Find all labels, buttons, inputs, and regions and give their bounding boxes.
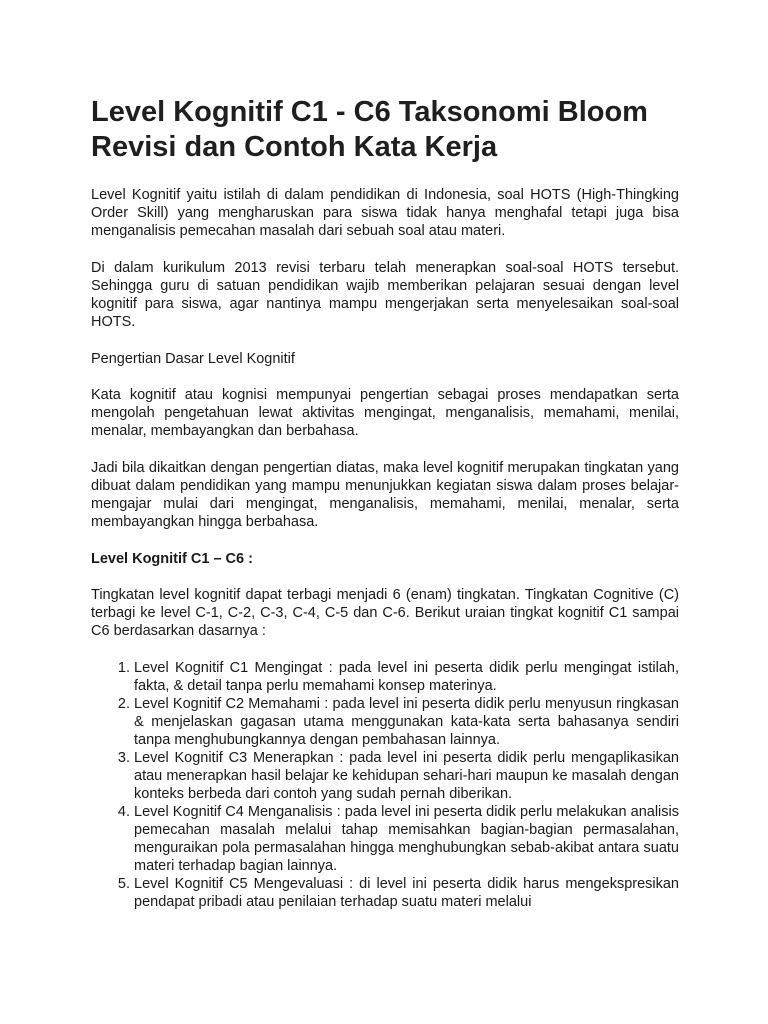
list-item: 4. Level Kognitif C4 Menganalisis : pada level ini peserta didik perlu melakukan analisis pemecahan masalah melalui tahap memisahkan bagian-bagian permasalahan, menguraikan pola permasalahan hingga menghubungkan sebab-akibat antara suatu materi terhadap bagian lainnya. [134, 803, 679, 875]
curriculum-paragraph: Di dalam kurikulum 2013 revisi terbaru telah menerapkan soal-soal HOTS tersebut. Sehingga guru di satuan pendidikan wajib memberikan pelajaran sesuai dengan level kognitif para siswa, agar nantinya mampu mengerjakan serta menyelesaikan soal-soal HOTS. [91, 260, 679, 330]
list-item: 3. Level Kognitif C3 Menerapkan : pada level ini peserta didik perlu mengaplikasikan atau menerapkan hasil belajar ke kehidupan sehari-hari maupun ke masalah dengan konteks berbeda dari contoh yang sudah pernah diberikan. [134, 749, 679, 803]
definition-paragraph: Kata kognitif atau kognisi mempunyai pengertian sebagai proses mendapatkan serta mengolah pengetahuan lewat aktivitas mengingat, menganalisis, memahami, menilai, menalar, membayangkan dan berbahasa. [91, 387, 679, 439]
document-title: Level Kognitif C1 - C6 Taksonomi Bloom Revisi dan Contoh Kata Kerja [91, 96, 648, 163]
intro-paragraph: Level Kognitif yaitu istilah di dalam pendidikan di Indonesia, soal HOTS (High-Thingking Order Skill) yang mengharuskan para siswa tidak hanya menghafal tetapi juga bisa menganalisis pemecahan masalah dari sebuah soal atau materi. [91, 187, 679, 239]
document-page [91, 95, 679, 911]
levels-list [91, 659, 679, 911]
section-heading-levels: Level Kognitif C1 – C6 : [91, 551, 253, 567]
levels-intro-paragraph: Tingkatan level kognitif dapat terbagi menjadi 6 (enam) tingkatan. Tingkatan Cognitive (C) terbagi ke level C-1, C-2, C-3, C-4, C-5 dan C-6. Berikut uraian tingkat kognitif C1 sampai C6 berdasarkan dasarnya : [91, 587, 679, 639]
list-item: 2. Level Kognitif C2 Memahami : pada level ini peserta didik perlu menyusun ringkasan & menjelaskan gagasan utama menggunakan kata-kata serta bahasanya sendiri tanpa menghubungkannya dengan pembahasan lainnya. [134, 695, 679, 749]
list-item: 5. Level Kognitif C5 Mengevaluasi : di level ini peserta didik harus mengekspresikan pendapat pribadi atau penilaian terhadap suatu materi melalui [134, 875, 679, 911]
list-item: 1. Level Kognitif C1 Mengingat : pada level ini peserta didik perlu mengingat istilah, fakta, & detail tanpa perlu memahami konsep materinya. [134, 659, 679, 695]
explanation-paragraph: Jadi bila dikaitkan dengan pengertian diatas, maka level kognitif merupakan tingkatan yang dibuat dalam pendidikan yang mampu menunjukkan kegiatan siswa dalam proses belajar-mengajar mulai dari mengingat, menganalisis, memahami, menilai, menalar, serta membayangkan hingga berbahasa. [91, 460, 679, 530]
section-heading-definition: Pengertian Dasar Level Kognitif [91, 351, 295, 367]
